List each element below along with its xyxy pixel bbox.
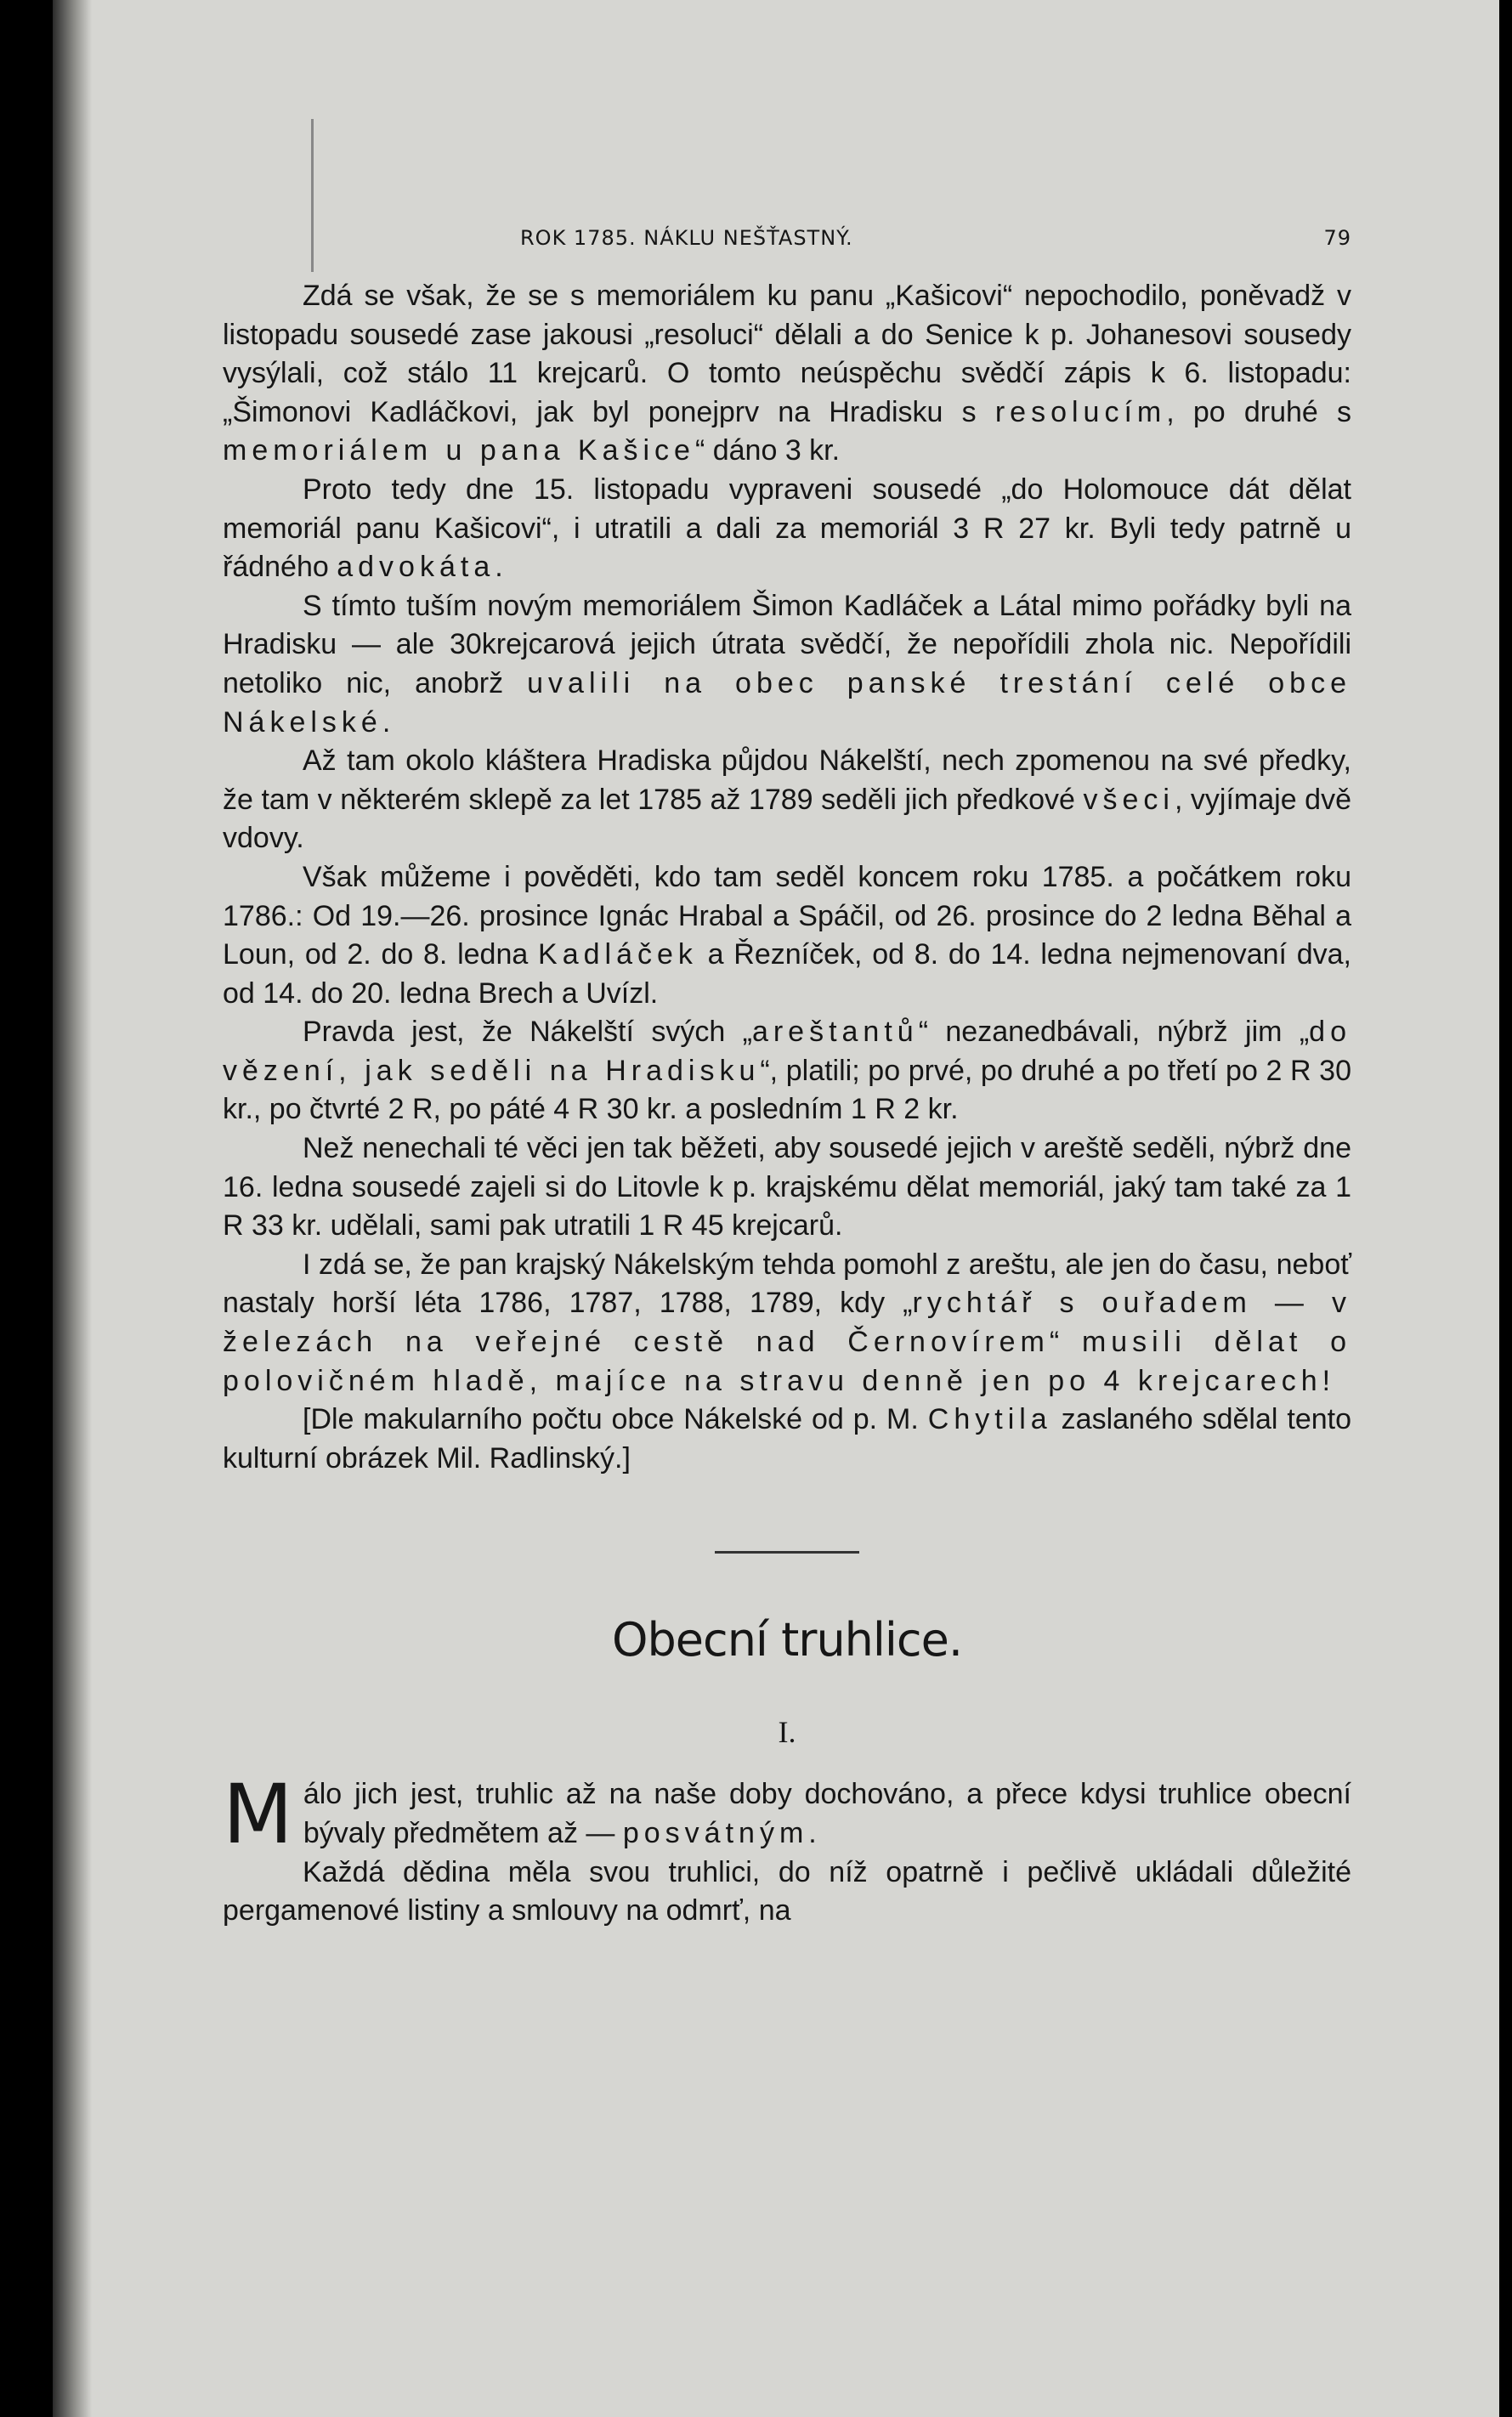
running-head [223,219,1351,253]
article-paragraph: Málo jich jest, truhlic až na naše doby dochováno, a přece kdysi truhlice obecní bývaly předmětem až — posvátným. [223,1767,1351,1863]
paragraph: Však můžeme i pověděti, kdo tam seděl koncem roku 1785. a počátkem roku 1786.: Od 19.—26. prosince Ignác Hrabal a Spáčil, od 26. prosince do 2 ledna Běhal a Loun, od 2. do 8. ledna Kadláček a Řezníček, od 8. do 14. ledna nejmenovaní dva, od 14. do 20. ledna Brech a Uvízl. [223,860,1351,1010]
running-title: ROK 1785. NÁKLU NEŠŤASTNÝ. [520,226,853,250]
section-number: I. [778,1715,796,1750]
paragraph: Až tam okolo kláštera Hradiska půjdou Nákelští, nech zpomenou na své předky, že tam v některém sklepě za let 1785 až 1789 seděli jich předkové všeci, vyjímaje dvě vdovy. [223,744,1351,855]
paragraph: Proto tedy dne 15. listopadu vypraveni sousedé „do Holomouce dát dělat memoriál panu Kašicovi“, i utratili a dali za memoriál 3 R 27 kr. Byli tedy patrně u řádného advokáta. [223,473,1351,584]
paragraph: I zdá se, že pan krajský Nákelským tehda pomohl z areštu, ale jen do času, neboť nastaly horší léta 1786, 1787, 1788, 1789, kdy „rychtář s ouřadem — v železách na veřejné cestě nad Černovírem“ musili dělat o polovičném hladě, majíce na stravu denně jen po 4 krejcarech! [223,1248,1351,1397]
body-text [223,277,1351,1478]
paragraph: Pravda jest, že Nákelští svých „areštantů“ nezanedbávali, nýbrž jim „do vězení, jak seděli na Hradisku“, platili; po prvé, po druhé a po třetí po 2 R 30 kr., po čtvrté 2 R, po páté 4 R 30 kr. a posledním 1 R 2 kr. [223,1016,1351,1126]
drop-cap: M [223,1767,293,1863]
paragraph: Zdá se však, že se s memoriálem ku panu „Kašicovi“ nepochodilo, poněvadž v listopadu sousedé zase jakousi „resoluci“ dělali a do Senice k p. Johanesovi sousedy vysýlali, což stálo 11 krejcarů. O tomto neúspěchu svědčí zápis k 6. listopadu: „Šimonovi Kadláčkovi, jak byl ponejprv na Hradisku s resolucím, po druhé s memoriálem u pana Kašice“ dáno 3 kr. [223,280,1352,467]
book-page [53,0,1499,2417]
paragraph: Než nenechali té věci jen tak běžeti, aby sousedé jejich v areště seděli, nýbrž dne 16. ledna sousedé zajeli si do Litovle k p. krajskému dělat memoriál, jaký tam také za 1 R 33 kr. udělali, sami pak utratili 1 R 45 krejcarů. [223,1132,1351,1242]
article-paragraph: Každá dědina měla svou truhlici, do níž opatrně i pečlivě ukládali důležité pergamenové listiny a smlouvy na odmrť, na [223,1855,1351,1927]
article-title: Obecní truhlice. [612,1613,962,1667]
paragraph: S tímto tuším novým memoriálem Šimon Kadláček a Látal mimo pořádky byli na Hradisku — ale 30krejcarová jejich útrata svědčí, že nepořídili zhola nic. Nepořídili netoliko nic, anobrž uvalili na obec panské trestání celé obce Nákelské. [223,589,1351,739]
paragraph-source-note: [Dle makularního počtu obce Nákelské od p. M. Chytila zaslaného sdělal tento kulturní obrázek Mil. Radlinský.] [223,1403,1352,1475]
text-block [223,219,1351,1931]
article-text [223,1767,1351,1930]
page-number: 79 [1323,226,1351,250]
section-divider [715,1551,859,1554]
